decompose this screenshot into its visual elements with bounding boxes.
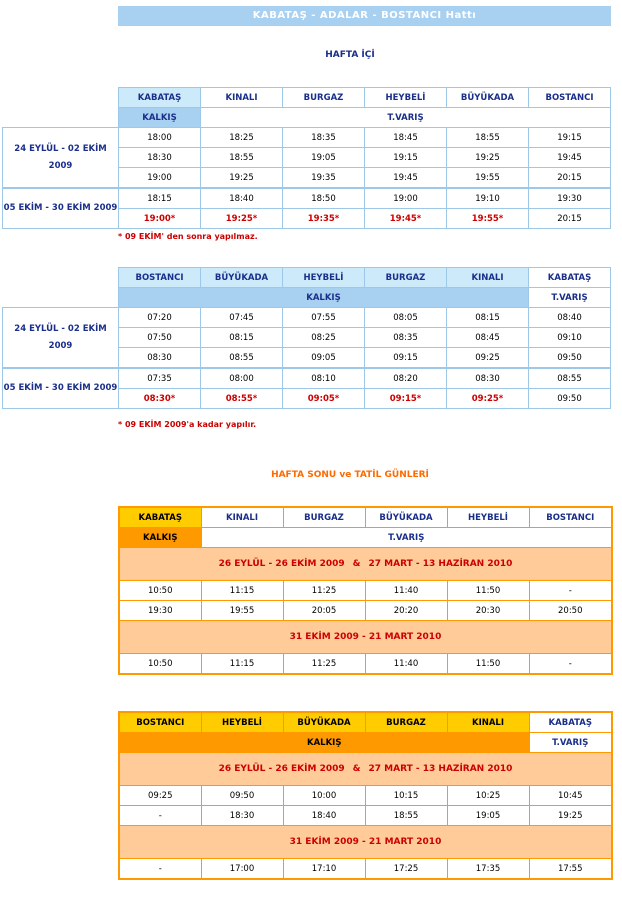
period-text: 26 EYLÜL - 26 EKİM 2009	[218, 559, 345, 569]
column-header: BOSTANCI	[119, 268, 201, 288]
table-row	[119, 601, 612, 621]
time-cell: 20:20	[365, 601, 447, 621]
time-cell: 08:40	[529, 308, 611, 328]
column-header: HEYBELİ	[447, 507, 529, 528]
table-row	[119, 654, 612, 675]
time-cell: 19:00*	[119, 209, 201, 229]
arrival-label: T.VARIŞ	[529, 733, 612, 753]
table-row	[3, 308, 611, 328]
time-cell: 10:50	[119, 654, 201, 675]
time-cell: 09:15	[365, 348, 447, 369]
time-cell: 18:15	[119, 188, 201, 209]
time-cell: 18:55	[365, 806, 447, 826]
time-cell: -	[529, 581, 612, 601]
departure-label: KALKIŞ	[119, 528, 201, 548]
time-cell: 20:15	[529, 168, 611, 189]
time-cell: 18:45	[365, 128, 447, 148]
time-cell: 19:25	[201, 168, 283, 189]
time-cell: 19:45	[529, 148, 611, 168]
time-cell: 20:15	[529, 209, 611, 229]
time-cell: 18:55	[447, 128, 529, 148]
time-cell: 17:55	[529, 859, 612, 880]
time-cell: 11:40	[365, 654, 447, 675]
time-cell: 08:30	[119, 348, 201, 369]
time-cell: 17:25	[365, 859, 447, 880]
weekday-bostanci-table	[2, 267, 611, 409]
ampersand: &	[352, 559, 361, 569]
time-cell: 20:05	[283, 601, 365, 621]
period-text: 27 MART - 13 HAZİRAN 2010	[368, 559, 513, 569]
time-cell: 08:55*	[201, 389, 283, 409]
time-cell: 10:25	[447, 786, 529, 806]
column-header: BURGAZ	[283, 507, 365, 528]
time-cell: 19:25*	[201, 209, 283, 229]
time-cell: 19:55	[201, 601, 283, 621]
time-cell: 09:25	[447, 348, 529, 369]
period-label: 05 EKİM - 30 EKİM 2009	[3, 188, 119, 229]
period-label: 05 EKİM - 30 EKİM 2009	[3, 368, 119, 409]
time-cell: 09:50	[529, 348, 611, 369]
time-cell: 07:50	[119, 328, 201, 348]
time-cell: 11:25	[283, 581, 365, 601]
time-cell: 11:15	[201, 654, 283, 675]
table-header-row	[3, 88, 611, 108]
time-cell: 09:25*	[447, 389, 529, 409]
time-cell: 19:05	[283, 148, 365, 168]
time-cell: 08:00	[201, 368, 283, 389]
time-cell: 19:10	[447, 188, 529, 209]
column-header: HEYBELİ	[201, 712, 283, 733]
time-cell: 18:40	[201, 188, 283, 209]
column-header: BÜYÜKADA	[283, 712, 365, 733]
table-row	[3, 188, 611, 209]
time-cell: -	[529, 654, 612, 675]
weekend-heading: HAFTA SONU ve TATİL GÜNLERİ	[271, 470, 429, 480]
column-header: KABATAŞ	[119, 507, 201, 528]
table-row	[119, 859, 612, 880]
time-cell: 11:25	[283, 654, 365, 675]
time-cell: 19:45	[365, 168, 447, 189]
time-cell: 08:15	[447, 308, 529, 328]
time-cell: 11:40	[365, 581, 447, 601]
time-cell: 18:25	[201, 128, 283, 148]
time-cell: 09:05	[283, 348, 365, 369]
column-header: HEYBELİ	[283, 268, 365, 288]
time-cell: 19:25	[447, 148, 529, 168]
column-header: HEYBELİ	[365, 88, 447, 108]
time-cell: 20:50	[529, 601, 612, 621]
departure-label: KALKIŞ	[119, 288, 529, 308]
time-cell: 11:50	[447, 581, 529, 601]
time-cell: 19:55*	[447, 209, 529, 229]
time-cell: 20:30	[447, 601, 529, 621]
time-cell: 19:00	[365, 188, 447, 209]
column-header: KINALI	[447, 268, 529, 288]
weekend-kabatas-table	[118, 506, 613, 675]
period-label: 24 EYLÜL - 02 EKİM 2009	[3, 128, 119, 189]
period-label: 24 EYLÜL - 02 EKİM 2009	[3, 308, 119, 369]
time-cell: 19:15	[365, 148, 447, 168]
time-cell: 19:15	[529, 128, 611, 148]
time-cell: 08:55	[529, 368, 611, 389]
time-cell: 10:00	[283, 786, 365, 806]
column-header: BOSTANCI	[529, 507, 612, 528]
time-cell: 18:30	[119, 148, 201, 168]
time-cell: 18:55	[201, 148, 283, 168]
time-cell: 18:30	[201, 806, 283, 826]
time-cell: 17:10	[283, 859, 365, 880]
column-header: KABATAŞ	[529, 268, 611, 288]
time-cell: 19:45*	[365, 209, 447, 229]
time-cell: 08:25	[283, 328, 365, 348]
time-cell: 10:50	[119, 581, 201, 601]
time-cell: 07:45	[201, 308, 283, 328]
time-cell: 18:35	[283, 128, 365, 148]
column-header: BURGAZ	[365, 268, 447, 288]
arrival-label: T.VARIŞ	[529, 288, 611, 308]
time-cell: 08:30*	[119, 389, 201, 409]
period-band	[119, 753, 612, 786]
time-cell: 18:50	[283, 188, 365, 209]
time-cell: 09:10	[529, 328, 611, 348]
time-cell: 07:20	[119, 308, 201, 328]
time-cell: 08:35	[365, 328, 447, 348]
time-cell: 19:05	[447, 806, 529, 826]
table-row	[3, 128, 611, 148]
column-header: KABATAŞ	[529, 712, 612, 733]
time-cell: 08:30	[447, 368, 529, 389]
time-cell: 08:10	[283, 368, 365, 389]
arrival-label: T.VARIŞ	[201, 108, 611, 128]
column-header: KINALI	[201, 88, 283, 108]
time-cell: -	[119, 859, 201, 880]
time-cell: 19:35*	[283, 209, 365, 229]
time-cell: 09:15*	[365, 389, 447, 409]
time-cell: 17:00	[201, 859, 283, 880]
departure-label: KALKIŞ	[119, 733, 529, 753]
time-cell: 08:20	[365, 368, 447, 389]
time-cell: 11:15	[201, 581, 283, 601]
time-cell: 08:55	[201, 348, 283, 369]
weekend-bostanci-table	[118, 711, 613, 880]
departure-label: KALKIŞ	[119, 108, 201, 128]
time-cell: 09:50	[201, 786, 283, 806]
time-cell: 07:35	[119, 368, 201, 389]
time-cell: 19:25	[529, 806, 612, 826]
time-cell: 19:30	[529, 188, 611, 209]
time-cell: 10:15	[365, 786, 447, 806]
period-text: 26 EYLÜL - 26 EKİM 2009	[218, 764, 345, 774]
time-cell: 19:35	[283, 168, 365, 189]
time-cell: 17:35	[447, 859, 529, 880]
column-header: KINALI	[447, 712, 529, 733]
period-text: 27 MART - 13 HAZİRAN 2010	[368, 764, 513, 774]
table-row	[3, 368, 611, 389]
table-header-row	[119, 712, 612, 733]
arrival-label: T.VARIŞ	[201, 528, 612, 548]
column-header: KINALI	[201, 507, 283, 528]
time-cell: 08:15	[201, 328, 283, 348]
time-cell: 18:00	[119, 128, 201, 148]
page-title: KABATAŞ - ADALAR - BOSTANCI Hattı	[118, 6, 611, 26]
time-cell: -	[119, 806, 201, 826]
table-header-row	[3, 268, 611, 288]
table-row	[119, 786, 612, 806]
column-header: BÜYÜKADA	[447, 88, 529, 108]
time-cell: 18:40	[283, 806, 365, 826]
column-header: BOSTANCI	[119, 712, 201, 733]
time-cell: 19:55	[447, 168, 529, 189]
table-row	[119, 806, 612, 826]
time-cell: 19:00	[119, 168, 201, 189]
weekday-heading: HAFTA İÇİ	[325, 50, 375, 60]
table-header-row	[119, 507, 612, 528]
column-header: BÜYÜKADA	[365, 507, 447, 528]
ampersand: &	[352, 764, 361, 774]
time-cell: 07:55	[283, 308, 365, 328]
column-header: BURGAZ	[283, 88, 365, 108]
footnote: * 09 EKİM 2009'a kadar yapılır.	[118, 420, 257, 429]
time-cell: 09:25	[119, 786, 201, 806]
period-band: 31 EKİM 2009 - 21 MART 2010	[119, 826, 612, 859]
period-band: 31 EKİM 2009 - 21 MART 2010	[119, 621, 612, 654]
time-cell: 11:50	[447, 654, 529, 675]
time-cell: 08:45	[447, 328, 529, 348]
column-header: BURGAZ	[365, 712, 447, 733]
footnote: * 09 EKİM' den sonra yapılmaz.	[118, 232, 258, 241]
table-row	[119, 581, 612, 601]
period-band	[119, 548, 612, 581]
time-cell: 09:50	[529, 389, 611, 409]
time-cell: 19:30	[119, 601, 201, 621]
column-header: BOSTANCI	[529, 88, 611, 108]
time-cell: 10:45	[529, 786, 612, 806]
weekday-kabatas-table	[2, 87, 611, 229]
column-header: KABATAŞ	[119, 88, 201, 108]
column-header: BÜYÜKADA	[201, 268, 283, 288]
time-cell: 09:05*	[283, 389, 365, 409]
time-cell: 08:05	[365, 308, 447, 328]
